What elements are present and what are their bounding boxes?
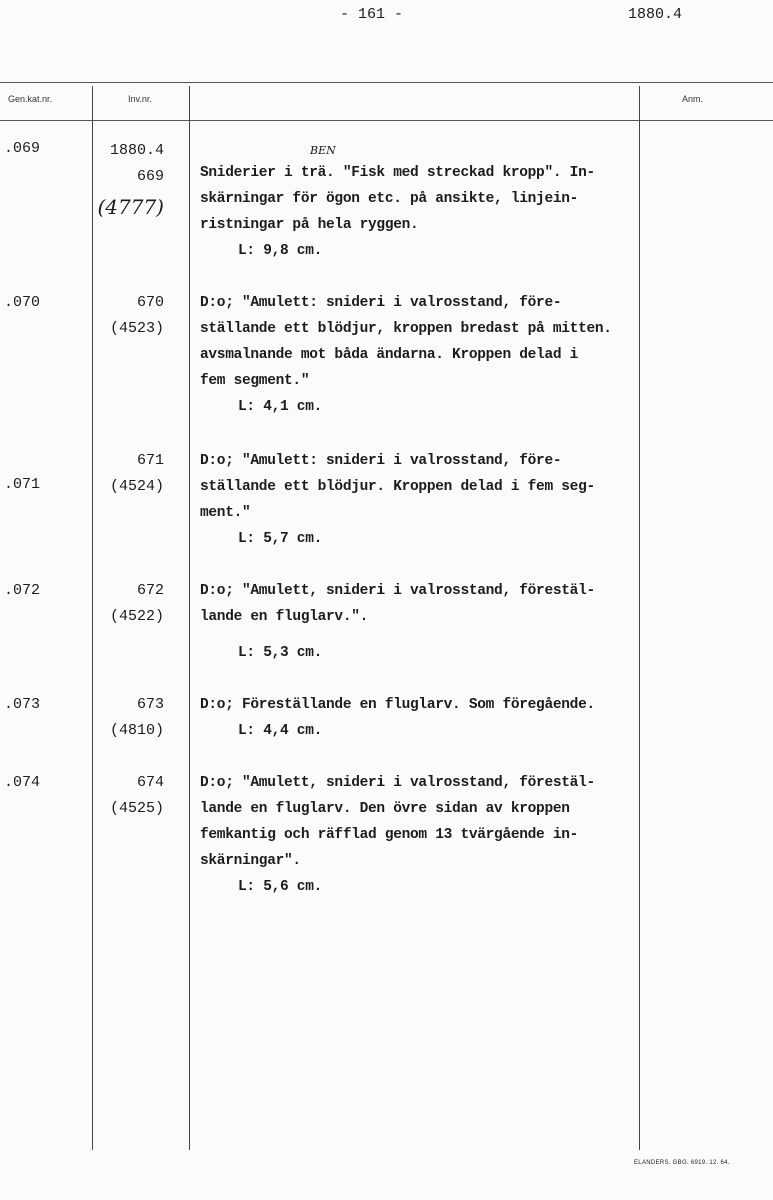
column-header-anm: Anm. xyxy=(682,94,704,104)
length-measure: L: 5,6 cm. xyxy=(238,879,323,895)
entry-description xyxy=(200,290,640,420)
header-rule-top xyxy=(0,82,773,83)
handwritten-note: BEN xyxy=(310,144,336,157)
column-divider-gen xyxy=(92,86,93,1150)
length-measure: L: 4,1 cm. xyxy=(238,399,323,415)
entry-description xyxy=(200,160,640,264)
description-line: D:o; "Amulett, snideri i valrosstand, förestäl- xyxy=(200,775,595,791)
header-rule-bottom xyxy=(0,120,773,121)
entry-description xyxy=(200,692,640,744)
description-line: D:o; Föreställande en fluglarv. Som föregående. xyxy=(200,697,595,713)
column-divider-inv xyxy=(189,86,190,1150)
gen-cat-number: .074 xyxy=(4,774,41,791)
length-measure: L: 4,4 cm. xyxy=(238,723,323,739)
inv-number xyxy=(96,770,164,822)
entry-description xyxy=(200,770,640,900)
description-line: fem segment." xyxy=(200,373,310,389)
description-line: lande en fluglarv. Den övre sidan av kroppen xyxy=(200,801,570,817)
printer-imprint: ELANDERS. GBG. 6919. 12. 64. xyxy=(634,1160,730,1166)
length-measure: L: 5,3 cm. xyxy=(238,645,323,661)
description-line: ställande ett blödjur. Kroppen delad i fem seg- xyxy=(200,479,595,495)
inv-number xyxy=(96,448,164,500)
inv-line: (4522) xyxy=(109,608,164,625)
description-line: skärningar för ögon etc. på ansikte, linjein- xyxy=(200,191,579,207)
description-line: skärningar". xyxy=(200,853,301,869)
inv-number xyxy=(96,290,164,342)
description-line: ställande ett blödjur, kroppen bredast på mitten. xyxy=(200,321,612,337)
inv-number xyxy=(96,138,164,220)
inv-line: 670 xyxy=(136,294,164,311)
inv-line: (4810) xyxy=(109,722,164,739)
inv-line: 673 xyxy=(136,696,164,713)
column-header-gen: Gen.kat.nr. xyxy=(8,94,53,104)
inv-line: (4524) xyxy=(109,478,164,495)
description-line: avsmalnande mot båda ändarna. Kroppen delad i xyxy=(200,347,579,363)
description-line: ristningar på hela ryggen. xyxy=(200,217,419,233)
entry-description xyxy=(200,578,640,666)
description-line: lande en fluglarv.". xyxy=(200,609,369,625)
gen-cat-number: .071 xyxy=(4,476,41,493)
inv-line: 669 xyxy=(136,168,164,185)
length-measure: L: 5,7 cm. xyxy=(238,531,323,547)
gen-cat-number: .072 xyxy=(4,582,41,599)
page-number: - 161 - xyxy=(340,6,404,23)
inv-number xyxy=(96,692,164,744)
inv-line: 671 xyxy=(136,452,164,469)
inv-line: 672 xyxy=(136,582,164,599)
description-line: D:o; "Amulett: snideri i valrosstand, före- xyxy=(200,453,562,469)
description-line: femkantig och räfflad genom 13 tvärgående in- xyxy=(200,827,579,843)
length-measure: L: 9,8 cm. xyxy=(238,243,323,259)
inv-number xyxy=(96,578,164,630)
inv-old-handwritten: (4777) xyxy=(97,195,164,219)
inv-line: (4525) xyxy=(109,800,164,817)
gen-cat-number: .073 xyxy=(4,696,41,713)
description-line: ment." xyxy=(200,505,251,521)
description-line: D:o; "Amulett, snideri i valrosstand, förestäl- xyxy=(200,583,595,599)
gen-cat-number: .069 xyxy=(4,140,41,157)
gen-cat-number: .070 xyxy=(4,294,41,311)
inv-line: (4523) xyxy=(109,320,164,337)
inv-line: 1880.4 xyxy=(109,142,164,159)
entry-description xyxy=(200,448,640,552)
description-line: Sniderier i trä. "Fisk med streckad kropp". In- xyxy=(200,165,595,181)
accession-number: 1880.4 xyxy=(628,6,683,23)
description-line: D:o; "Amulett: snideri i valrosstand, före- xyxy=(200,295,562,311)
inv-line: 674 xyxy=(136,774,164,791)
column-header-inv: Inv.nr. xyxy=(128,94,152,104)
